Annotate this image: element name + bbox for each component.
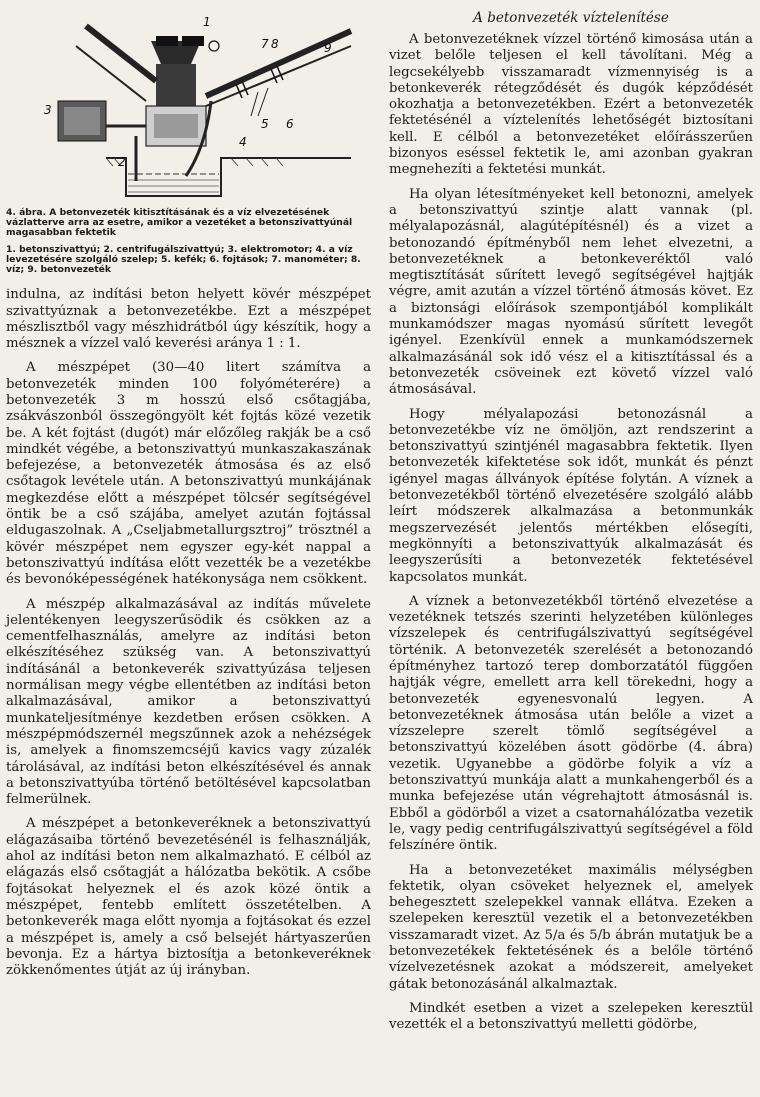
section-title: A betonvezeték víztelenítése bbox=[473, 10, 669, 26]
figure-label-1: 1 bbox=[203, 15, 211, 29]
figure-label-9: 9 bbox=[324, 41, 332, 55]
left-column bbox=[6, 0, 371, 987]
figure-4-diagram bbox=[6, 6, 371, 206]
left-paragraph-1: indulna, az indítási beton helyett kövér mészpépet szivattyúznak a betonvezetékbe. Ezt a mészpépet mészlisztből vagy mészhidrátból úgy készítik, hogy a mésznek a vízzel való keverési aránya 1 : 1. bbox=[6, 287, 371, 352]
left-paragraph-2: A mészpépet (30—40 litert számítva a betonvezeték minden 100 folyóméterére) a betonvezeték 3 m hosszú első csőtagjába, zsákvászonból összegöngyölt két fojtás közé vezetik be. A két fojtást (dugót) már előzőleg rakják be a cső mindkét végébe, a betonszivattyú munkaszakaszának befejezése, a betonvezeték átmosása és az első csőtagok levétele után. A betonszivattyú munkájának megkezdése előtt a mészpépet tölcsér segítségével öntik be a cső szájába, amelyet azután fojtással eldugaszolnak. A „Cseljabmetallurgsztroj” trösztnél a kövér mészpépet nem egyszer egy-két nappal a betonszivattyú indítása előtt vezették be a vezetékbe és bevonóképességének hatékonysága nem csökkent. bbox=[6, 360, 371, 588]
left-paragraph-4: A mészpépet a betonkeveréknek a betonszivattyú elágazásaiba történő bevezetésénél is felhasználják, ahol az indítási beton nem alkalmazható. E célból az elágazás első csőtagját a hálózatba bekötik. A csőbe fojtásokat helyeznek el és azok közé öntik a mészpépet, fentebb említett összetételben. A betonkeverék maga előtt nyomja a fojtásokat és ezzel a mészpépet is, amely a cső belsejét hártyaszerűen bevonja. Ez a hártya biztosítja a betonkeveréknek zökkenőmentes útját az új irányban. bbox=[6, 816, 371, 979]
right-paragraph-1: A betonvezetéknek vízzel történő kimosása után a vizet belőle teljesen el kell távolítani. Még a legcsekélyebb visszamaradt vízmennyiség is a betonkeverék rétegződését és dugók képződését okozhatja a betonvezetékben. Ezért a betonvezeték fektetésénél a víztelenítés lehetőségét biztosítani kell. E célból a betonvezetéket előírásszerűen bizonyos eséssel fektetik le, ami azonban gyakran megnehezíti a fektetési munkát. bbox=[389, 32, 753, 178]
right-column bbox=[389, 0, 753, 1042]
figure-label-3: 3 bbox=[44, 103, 52, 117]
figure-label-5: 5 bbox=[261, 117, 269, 131]
figure-label-7: 7 bbox=[261, 37, 269, 51]
figure-legend: 1. betonszivattyú; 2. centrifugálszivattyú; 3. elektromotor; 4. a víz levezetésére szolgáló szelep; 5. kefék; 6. fojtások; 7. manométer; 8. víz; 9. betonvezeték bbox=[6, 243, 361, 276]
figure-caption: 4. ábra. A betonvezeték kitisztításának és a víz elvezetésének vázlatterve arra az esetre, amikor a vezetéket a betonszivattyúnál magasabban fektetik bbox=[6, 207, 353, 239]
right-paragraph-6: Mindkét esetben a vizet a szelepeken keresztül vezették el a betonszivattyú melletti gödörbe, bbox=[389, 1000, 753, 1033]
figure-label-8: 8 bbox=[271, 37, 279, 51]
right-paragraph-3: Hogy mélyalapozási betonozásnál a betonvezetékbe víz ne ömöljön, azt rendszerint a betonszivattyú szintjénél magasabbra fektetik. Ilyen betonvezeték kifektetése sok időt, munkát és pénzt igényel magas állványok építése folytán. A víznek a betonvezetékből történő elvezetésére szolgáló alább leírt módszerek alkalmazása a betonmunkák megszervezését jelentős mértékben elősegíti, megkönnyíti a betonszivattyúk alkalmazását és leegyszerűsíti a betonvezeték fektetésével kapcsolatos munkát. bbox=[389, 406, 753, 585]
figure-label-4: 4 bbox=[239, 135, 247, 149]
figure-label-6: 6 bbox=[286, 117, 294, 131]
left-paragraph-3: A mészpép alkalmazásával az indítás művelete jelentékenyen leegyszerűsödik és csökken az a cementfelhasználás, amelyre az indítási beton elkészítéséhez szükség van. A betonszivattyú indításánál a betonkeverék szivattyúzása teljesen normálisan megy végbe ellentétben az indítási beton alkalmazásával, amikor a betonszivattyú munkateljesítménye kezdetben erősen csökken. A mészpépmódszernél megszűnnek azok a nehézségek is, amelyek a finomszemcséjű kavics vagy zúzalék tárolásával, az indítási beton elkészítésével és annak a betonszivattyúba történő betöltésével kapcsolatban felmerülnek. bbox=[6, 596, 371, 808]
pump-schematic-drawing bbox=[6, 6, 371, 206]
right-paragraph-4: A víznek a betonvezetékből történő elvezetése a vezetéknek tetszés szerinti helyzetében különleges vízszelepek és centrifugálszivattyú segítségével történik. A betonvezeték szerelését a betonozandó építményhez tartozó terep domborzatától függően hajtják végre, emellett arra kell törekedni, hogy a betonvezeték egyenesvonalú legyen. A betonvezetéknek átmosása után belőle a vizet a vízszelepre szerelt tömlő segítségével a betonszivattyú közelében ásott gödörbe (4. ábra) vezetik. Ugyanebbe a gödörbe folyik a víz a betonszivattyú munkája alatt a munkahengerből és a munka befejezése után végrehajtott átmosásnál is. Ebből a gödörből a vizet a csatornahálózatba vezetik le, vagy pedig centrifugálszivattyú segítségével a föld felszínére öntik. bbox=[389, 593, 753, 854]
figure-label-2: 2 bbox=[118, 155, 126, 169]
left-body-text bbox=[6, 287, 371, 979]
right-paragraph-5: Ha a betonvezetéket maximális mélységben fektetik, olyan csöveket helyeznek el, amelyek behegesztett szelepekkel vannak ellátva. Ezeken a szelepeken keresztül vezetik el a betonvezetékben visszamaradt vizet. Az 5/a és 5/b ábrán mutatjuk be a betonvezetékek fektetésének és a belőle történő vízelvezetésnek azokat a módszereit, amelyeket gátak betonozásánál alkalmaztak. bbox=[389, 862, 753, 992]
right-paragraph-2: Ha olyan létesítményeket kell betonozni, amelyek a betonszivattyú szintje alatt vannak (pl. mélyalapozásnál, alagútépítésnél) és a vizet a betonozandó építményből nem lehet elvezetni, a betonvezetéknek a betonkeveréktől való megtisztítását sűrített levegő segítségével hajtják végre, amit azután a vízzel történő átmosás követ. Ez a biztonsági előírások szempontjából komplikált munkamódszer magas nyomású sűrített levegőt igényel. Ezenkívül ennek a munkamódszernek alkalmazásánál sok idő vész el a kitisztítással és a betonvezeték csöveinek ezt követő vízzel való átmosásával. bbox=[389, 186, 753, 398]
